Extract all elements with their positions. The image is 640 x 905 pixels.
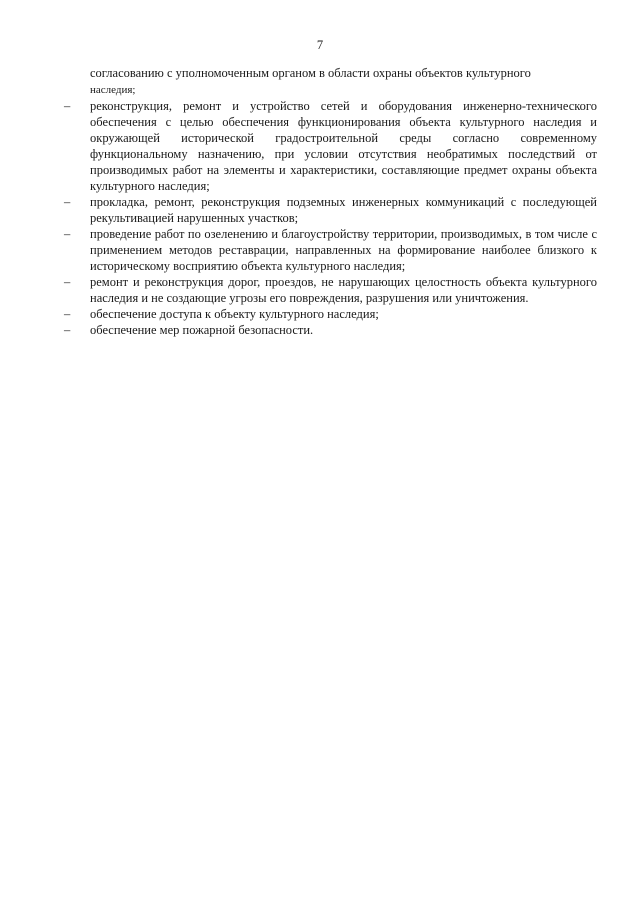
page-number: 7 bbox=[316, 38, 324, 52]
list-item-text: реконструкция, ремонт и устройство сетей и оборудования инженерно-технического обеспечения с целью обеспечения функционирования объекта культурного наследия и окружающей исторической градостроительной среды согласно современному функциональному назначению, при условии отсутствия необратимых последствий от производимых работ на элементы и характеристики, составляющие предмет охраны объекта культурного наследия; bbox=[90, 99, 597, 193]
dash-bullet: – bbox=[64, 275, 71, 289]
document-body bbox=[64, 65, 597, 338]
list-item-text: прокладка, ремонт, реконструкция подземных инженерных коммуникаций с последующей рекультивацией нарушенных участков; bbox=[90, 195, 597, 225]
list-item bbox=[64, 306, 597, 322]
list-item bbox=[64, 322, 597, 338]
dash-bullet: – bbox=[64, 307, 71, 321]
list-item bbox=[64, 194, 597, 226]
dash-bullet: – bbox=[64, 99, 71, 113]
list-item-text: обеспечение мер пожарной безопасности. bbox=[90, 323, 314, 337]
intro-text: согласованию с уполномоченным органом в области охраны объектов культурного bbox=[90, 66, 531, 80]
intro-tail: наследия; bbox=[90, 84, 136, 96]
dash-bullet: – bbox=[64, 323, 71, 337]
list-item-text: проведение работ по озеленению и благоустройству территории, производимых, в том числе с применением методов реставрации, направленных на формирование наиболее близкого к историческому восприятию объекта культурного наследия; bbox=[90, 227, 597, 273]
dash-bullet: – bbox=[64, 227, 71, 241]
list-item-text: ремонт и реконструкция дорог, проездов, не нарушающих целостность объекта культурного наследия и не создающие угрозы его повреждения, разрушения или уничтожения. bbox=[90, 275, 597, 305]
list-item bbox=[64, 226, 597, 274]
list-item bbox=[64, 274, 597, 306]
list-item-text: обеспечение доступа к объекту культурного наследия; bbox=[90, 307, 379, 321]
list-item bbox=[64, 98, 597, 194]
requirements-list bbox=[64, 98, 597, 338]
intro-paragraph bbox=[90, 65, 597, 98]
dash-bullet: – bbox=[64, 195, 71, 209]
